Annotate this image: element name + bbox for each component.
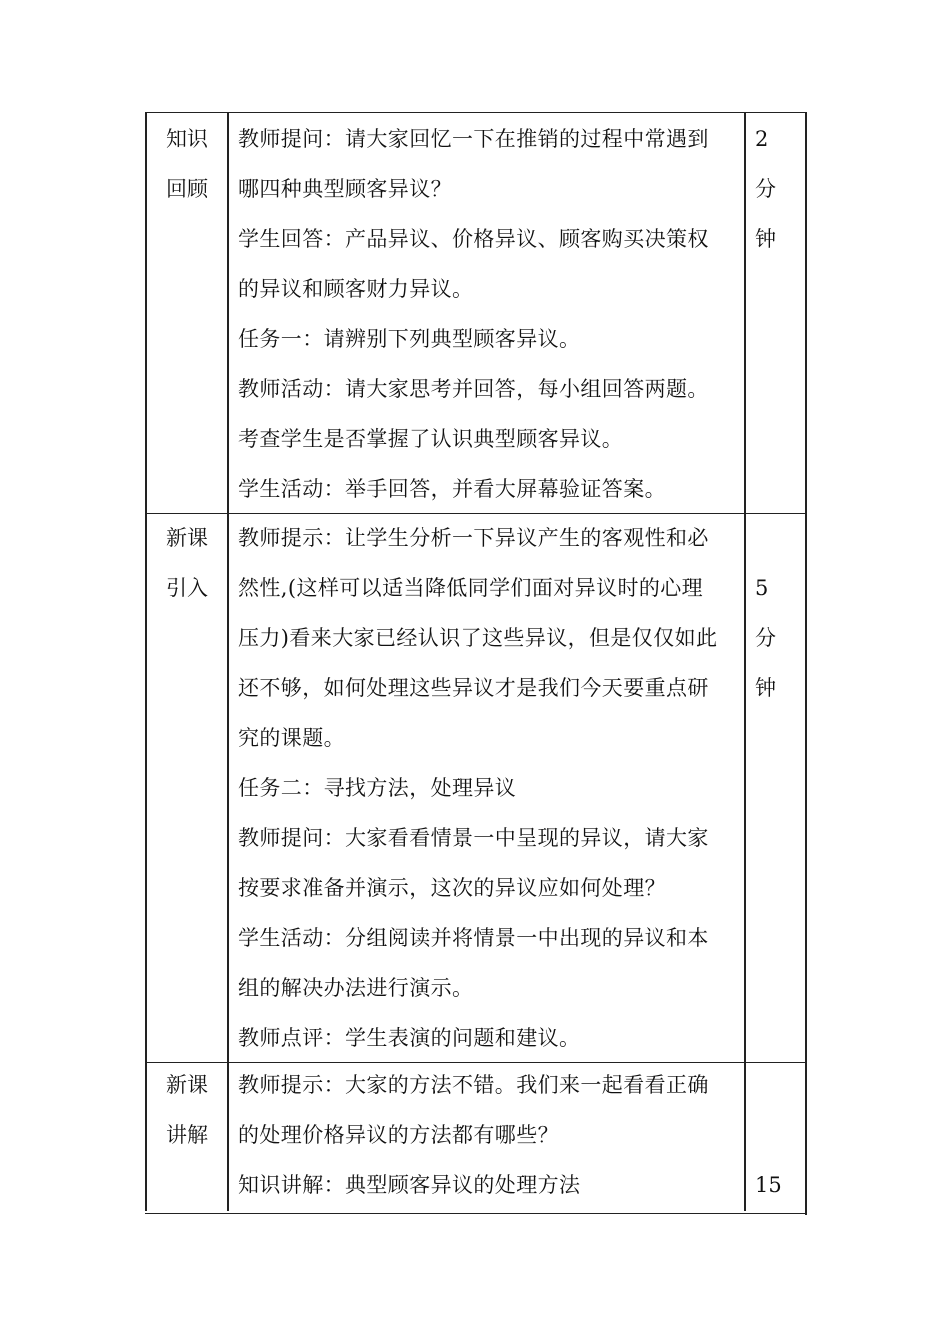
time-text: 2 bbox=[755, 127, 769, 151]
stage-cell bbox=[145, 1063, 227, 1213]
time-text: 钟 bbox=[755, 676, 776, 700]
content-line: 教师活动：请大家思考并回答，每小组回答两题。 bbox=[238, 377, 709, 401]
table-row bbox=[145, 1062, 806, 1214]
content-line: 学生活动：分组阅读并将情景一中出现的异议和本 bbox=[238, 926, 709, 950]
content-line: 教师提示：让学生分析一下异议产生的客观性和必 bbox=[238, 526, 709, 550]
time-text: 5 bbox=[755, 576, 769, 600]
content-line: 的处理价格异议的方法都有哪些？ bbox=[238, 1123, 559, 1147]
time-text: 分 bbox=[755, 177, 776, 201]
content-cell bbox=[228, 1063, 744, 1213]
content-line: 教师提示：大家的方法不错。我们来一起看看正确 bbox=[238, 1073, 709, 1097]
content-line: 组的解决办法进行演示。 bbox=[238, 976, 474, 1000]
content-line: 知识讲解：典型顾客异议的处理方法 bbox=[238, 1173, 581, 1197]
time-cell bbox=[745, 113, 805, 513]
content-line: 教师提问：请大家回忆一下在推销的过程中常遇到 bbox=[238, 127, 709, 151]
content-line: 然性,(这样可以适当降低同学们面对异议时的心理 bbox=[238, 576, 704, 600]
content-line: 教师提问：大家看看情景一中呈现的异议，请大家 bbox=[238, 826, 709, 850]
stage-text: 新课 bbox=[166, 1073, 208, 1097]
stage-text: 回顾 bbox=[166, 177, 208, 201]
content-line: 的异议和顾客财力异议。 bbox=[238, 277, 474, 301]
content-line: 究的课题。 bbox=[238, 726, 345, 750]
column-divider bbox=[227, 112, 229, 1211]
stage-text: 新课 bbox=[166, 526, 208, 550]
table-row bbox=[145, 112, 806, 513]
content-line: 还不够，如何处理这些异议才是我们今天要重点研 bbox=[238, 676, 709, 700]
stage-text: 知识 bbox=[166, 127, 208, 151]
content-cell bbox=[228, 113, 744, 513]
time-cell bbox=[745, 514, 805, 1062]
table-border-left bbox=[145, 112, 147, 1211]
stage-cell bbox=[145, 113, 227, 513]
table-row bbox=[145, 513, 806, 1062]
content-line: 考查学生是否掌握了认识典型顾客异议。 bbox=[238, 427, 624, 451]
content-line: 哪四种典型顾客异议？ bbox=[238, 177, 452, 201]
lesson-plan-table bbox=[145, 112, 806, 1214]
time-text: 钟 bbox=[755, 227, 776, 251]
time-text: 分 bbox=[755, 626, 776, 650]
stage-text: 引入 bbox=[166, 576, 208, 600]
table-border-right bbox=[805, 112, 807, 1215]
content-line: 学生回答：产品异议、价格异议、顾客购买决策权 bbox=[238, 227, 709, 251]
time-cell bbox=[745, 1063, 805, 1213]
time-text: 15 bbox=[755, 1173, 782, 1197]
stage-text: 讲解 bbox=[166, 1123, 208, 1147]
content-line: 任务二：寻找方法，处理异议 bbox=[238, 776, 517, 800]
content-cell bbox=[228, 514, 744, 1062]
content-line: 压力)看来大家已经认识了这些异议，但是仅仅如此 bbox=[238, 626, 718, 650]
content-line: 教师点评：学生表演的问题和建议。 bbox=[238, 1026, 581, 1050]
content-line: 任务一：请辨别下列典型顾客异议。 bbox=[238, 327, 581, 351]
column-divider bbox=[744, 112, 746, 1211]
content-line: 学生活动：举手回答，并看大屏幕验证答案。 bbox=[238, 477, 666, 501]
stage-cell bbox=[145, 514, 227, 1062]
content-line: 按要求准备并演示，这次的异议应如何处理？ bbox=[238, 876, 666, 900]
